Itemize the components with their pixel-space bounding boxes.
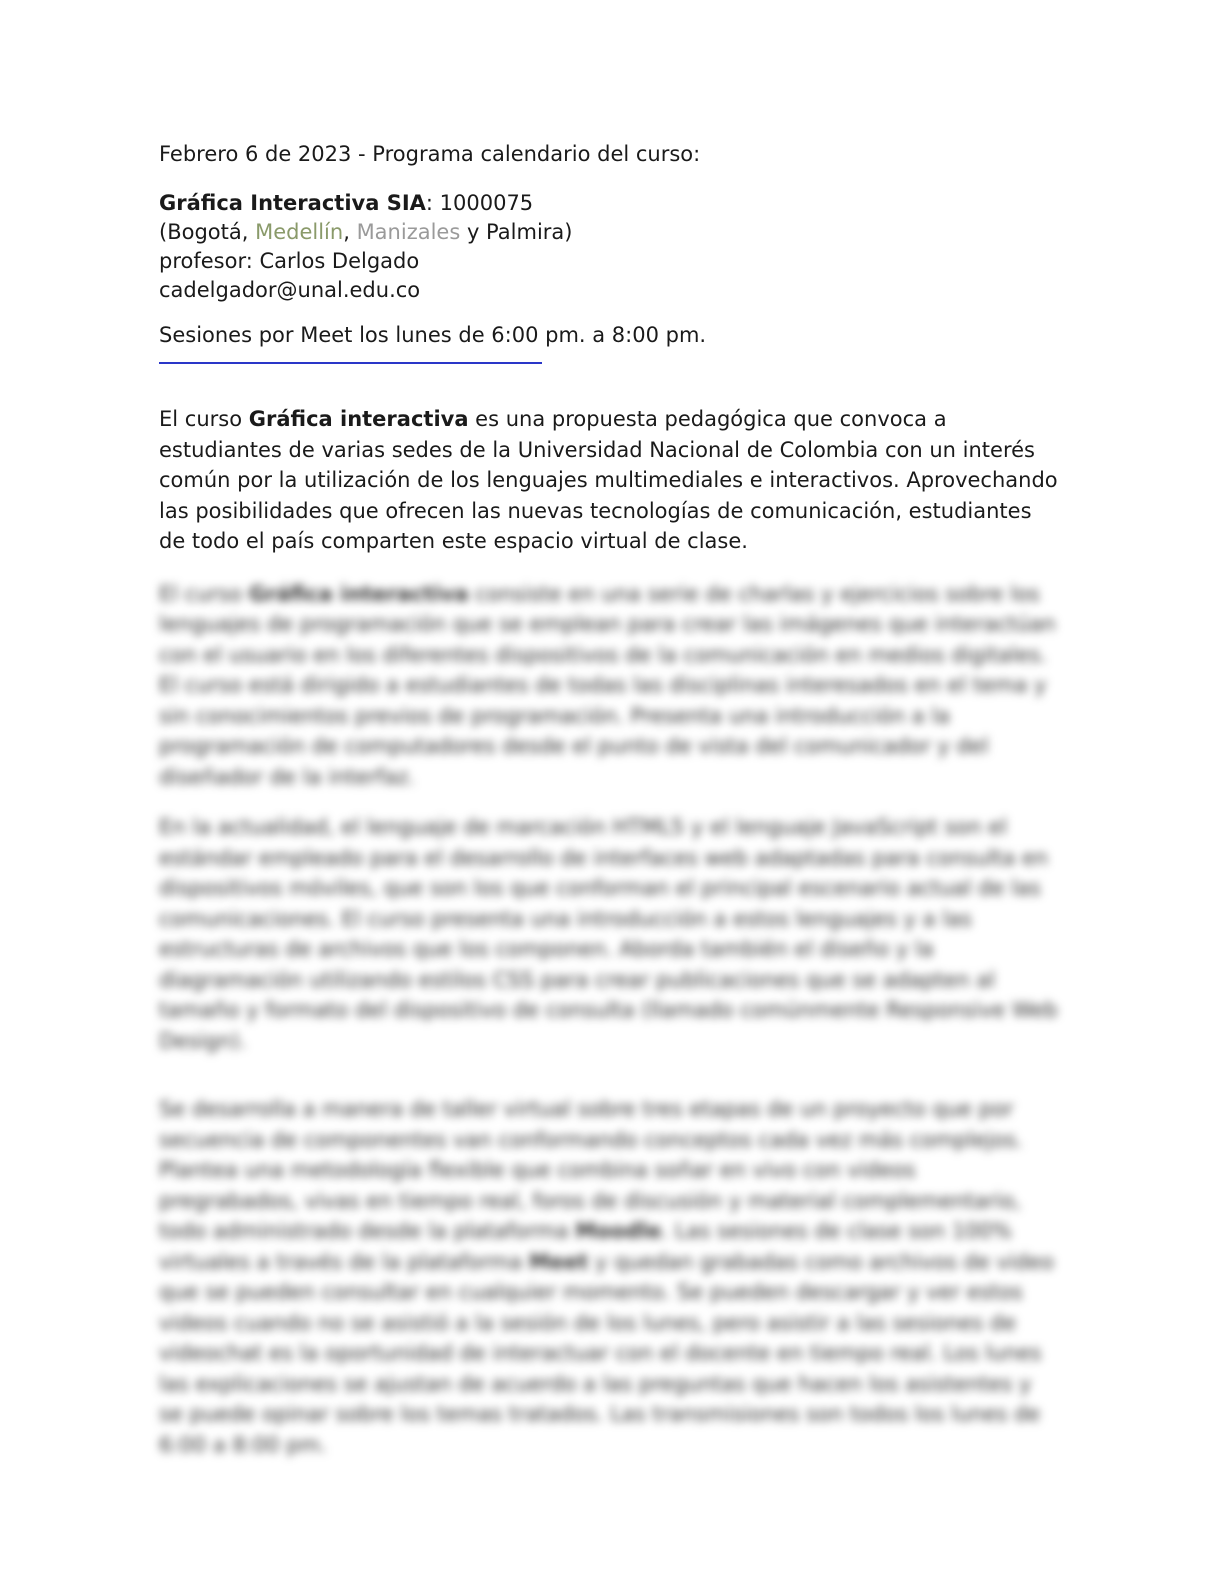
blurred-p1-prefix: El curso	[159, 581, 249, 606]
intro-text: es una propuesta pedagógica que convoca a estudiantes de varias sedes de la Universidad Nacional de Colombia con un interés común por la utilización de los lenguajes multimediales e interactivos. Aprovechando las posibilidades que ofrecen las nuevas tecnologías de comunicación, estudiantes de todo el país comparten este espacio virtual de clase.	[159, 407, 1058, 553]
date-heading: Febrero 6 de 2023 - Programa calendario del curso:	[159, 142, 701, 166]
divider-rule	[159, 362, 542, 364]
blurred-p1-bold: Gráfica interactiva	[248, 581, 469, 606]
blurred-p1-text: consiste en una serie de charlas y ejercicios sobre los lenguajes de programación que se emplean para crear las imágenes que interactúan con el usuario en los diferentes dispositivos de la comunicación en medios digitales. El curso está dirigido a estudiantes de todas las disciplinas interesados en el tema y sin conocimientos previos de programación. Presenta una introducción a la programación de computadores desde el punto de vista del comunicador y del diseñador de la interfaz.	[159, 581, 1056, 789]
site-medellin: Medellín	[255, 220, 344, 244]
professor-email: cadelgador@unal.edu.co	[159, 278, 421, 302]
document-page	[159, 140, 1059, 1480]
intro-course-name: Gráfica interactiva	[248, 407, 469, 431]
blurred-p3-moodle: Moodle	[575, 1219, 662, 1243]
blurred-paragraph-3	[159, 1094, 1059, 1460]
blurred-p3-b: . Las sesiones de clase son 100% virtuales a través de la plataforma	[159, 1219, 1012, 1274]
sessions-line: Sesiones por Meet los lunes de 6:00 pm. a 8:00 pm.	[159, 323, 707, 347]
site-manizales: Manizales	[356, 220, 461, 244]
blurred-paragraph-2: En la actualidad, el lenguaje de marcación HTML5 y el lenguaje JavaScript son el estándar empleado para el desarrollo de interfaces web adaptadas para consulta en dispositivos móviles, que son los que conforman el principal escenario actual de las comunicaciones. El curso presenta una introducción a estos lenguajes y a las estructuras de archivos que los componen. Aborda también el diseño y la diagramación utilizando estilos CSS para crear publicaciones que se adapten al tamaño y formato del dispositivo de consulta (llamado comúnmente Responsive Web Design).	[159, 815, 1058, 1053]
blurred-p3-a: Se desarrolla a manera de taller virtual sobre tres etapas de un proyecto que por secuencia de componentes van conformando conceptos cada vez más complejos. Plantea una metodología flexible que combina soñar en vivo con videos pregrabados, vivas en tiempo real, foros de discusión y material complementario, todo administrado desde la plataforma	[159, 1097, 1023, 1243]
course-info	[159, 189, 1059, 305]
sites-close: y Palmira)	[460, 220, 573, 244]
course-title-line	[159, 189, 1059, 218]
blurred-p3-c: y quedan grabadas como archivos de video que se pueden consultar en cualquier momento. Se pueden descargar y ver estos videos cuando no se asistió a la sesión de los lunes, pero asistir a las sesiones de videochat es la oportunidad de interactuar con el docente en tiempo real. Los lunes las explicaciones se ajustan de acuerdo a las preguntas que hacen los asistentes y se puede opinar sobre los temas tratados. Las transmisiones son todos los lunes de 6:00 a 8:00 pm.	[159, 1249, 1054, 1457]
intro-paragraph	[159, 404, 1059, 557]
professor-line: profesor: Carlos Delgado	[159, 249, 420, 273]
sites-open: (Bogotá,	[159, 220, 256, 244]
intro-prefix: El curso	[159, 407, 249, 431]
blurred-paragraph-1	[159, 579, 1059, 793]
course-sites	[159, 218, 1059, 247]
course-name: Gráfica Interactiva SIA	[159, 191, 426, 215]
course-code: : 1000075	[425, 191, 534, 215]
blurred-p3-meet: Meet	[528, 1249, 589, 1274]
sites-separator: ,	[343, 220, 357, 244]
